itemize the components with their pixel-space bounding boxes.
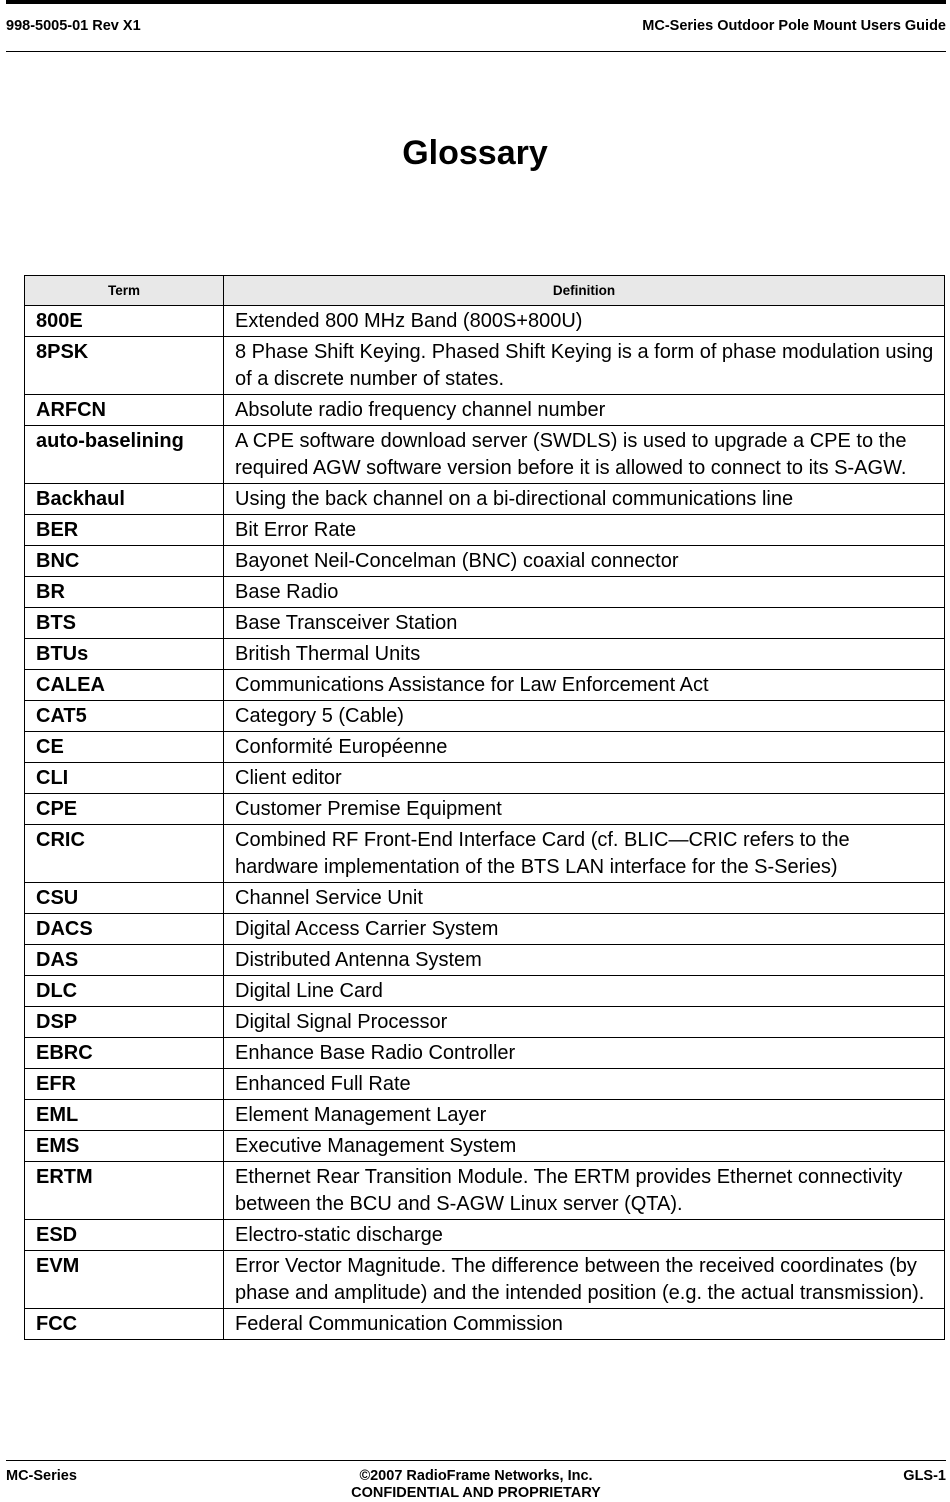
table-row bbox=[25, 1069, 945, 1100]
table-row bbox=[25, 337, 945, 395]
page-header bbox=[6, 18, 946, 38]
glossary-term: CSU bbox=[25, 883, 224, 914]
table-row bbox=[25, 306, 945, 337]
glossary-definition: Digital Signal Processor bbox=[224, 1007, 945, 1038]
footer-confidential: CONFIDENTIAL AND PROPRIETARY bbox=[351, 1485, 601, 1501]
glossary-definition: Bit Error Rate bbox=[224, 515, 945, 546]
table-row bbox=[25, 1251, 945, 1309]
glossary-body bbox=[25, 306, 945, 1340]
glossary-term: 8PSK bbox=[25, 337, 224, 395]
glossary-term: Backhaul bbox=[25, 484, 224, 515]
glossary-definition: Base Transceiver Station bbox=[224, 608, 945, 639]
footer-copyright: ©2007 RadioFrame Networks, Inc. bbox=[359, 1468, 593, 1484]
glossary-definition: Using the back channel on a bi-directional communications line bbox=[224, 484, 945, 515]
glossary-definition: Bayonet Neil-Concelman (BNC) coaxial connector bbox=[224, 546, 945, 577]
table-row bbox=[25, 794, 945, 825]
glossary-definition: Extended 800 MHz Band (800S+800U) bbox=[224, 306, 945, 337]
glossary-term: DSP bbox=[25, 1007, 224, 1038]
glossary-definition: Element Management Layer bbox=[224, 1100, 945, 1131]
glossary-term: ARFCN bbox=[25, 395, 224, 426]
table-row bbox=[25, 1038, 945, 1069]
page-title: Glossary bbox=[402, 134, 548, 172]
table-row bbox=[25, 426, 945, 484]
table-row bbox=[25, 1131, 945, 1162]
glossary-term: CALEA bbox=[25, 670, 224, 701]
glossary-term: CE bbox=[25, 732, 224, 763]
glossary-definition: British Thermal Units bbox=[224, 639, 945, 670]
glossary-term: BTUs bbox=[25, 639, 224, 670]
glossary-definition: Federal Communication Commission bbox=[224, 1309, 945, 1340]
glossary-definition: Enhance Base Radio Controller bbox=[224, 1038, 945, 1069]
glossary-definition: Combined RF Front-End Interface Card (cf. BLIC—CRIC refers to the hardware implementation of the BTS LAN interface for the S-Series) bbox=[224, 825, 945, 883]
column-header-term: Term bbox=[25, 276, 224, 306]
table-row bbox=[25, 945, 945, 976]
glossary-definition: Electro-static discharge bbox=[224, 1220, 945, 1251]
table-row bbox=[25, 1309, 945, 1340]
glossary-definition: Absolute radio frequency channel number bbox=[224, 395, 945, 426]
glossary-term: CRIC bbox=[25, 825, 224, 883]
table-row bbox=[25, 976, 945, 1007]
footer-rule bbox=[6, 1460, 946, 1461]
table-row bbox=[25, 732, 945, 763]
column-header-definition: Definition bbox=[224, 276, 945, 306]
glossary-term: EML bbox=[25, 1100, 224, 1131]
table-row bbox=[25, 670, 945, 701]
top-rule bbox=[6, 0, 946, 4]
footer-center bbox=[6, 1468, 946, 1502]
glossary-definition: Enhanced Full Rate bbox=[224, 1069, 945, 1100]
glossary-definition: Client editor bbox=[224, 763, 945, 794]
glossary-term: DACS bbox=[25, 914, 224, 945]
glossary-term: EBRC bbox=[25, 1038, 224, 1069]
glossary-definition: Category 5 (Cable) bbox=[224, 701, 945, 732]
glossary-term: EVM bbox=[25, 1251, 224, 1309]
glossary-definition: Digital Access Carrier System bbox=[224, 914, 945, 945]
glossary-term: EFR bbox=[25, 1069, 224, 1100]
glossary-definition: A CPE software download server (SWDLS) is used to upgrade a CPE to the required AGW software version before it is allowed to connect to its S-AGW. bbox=[224, 426, 945, 484]
table-row bbox=[25, 608, 945, 639]
table-row bbox=[25, 639, 945, 670]
glossary-definition: Distributed Antenna System bbox=[224, 945, 945, 976]
glossary-term: auto-baselining bbox=[25, 426, 224, 484]
table-row bbox=[25, 883, 945, 914]
table-row bbox=[25, 484, 945, 515]
glossary-term: CPE bbox=[25, 794, 224, 825]
footer-series: MC-Series bbox=[6, 1468, 77, 1484]
glossary-definition: Communications Assistance for Law Enforcement Act bbox=[224, 670, 945, 701]
glossary-term: ERTM bbox=[25, 1162, 224, 1220]
glossary-term: EMS bbox=[25, 1131, 224, 1162]
glossary-definition: Customer Premise Equipment bbox=[224, 794, 945, 825]
table-row bbox=[25, 1220, 945, 1251]
table-row bbox=[25, 577, 945, 608]
table-row bbox=[25, 763, 945, 794]
table-row bbox=[25, 914, 945, 945]
header-rule bbox=[6, 51, 946, 52]
table-row bbox=[25, 825, 945, 883]
table-row bbox=[25, 1162, 945, 1220]
glossary-definition: Conformité Européenne bbox=[224, 732, 945, 763]
glossary-definition: Ethernet Rear Transition Module. The ERTM provides Ethernet connectivity between the BCU and S-AGW Linux server (QTA). bbox=[224, 1162, 945, 1220]
glossary-term: DLC bbox=[25, 976, 224, 1007]
glossary-term: DAS bbox=[25, 945, 224, 976]
glossary-term: CLI bbox=[25, 763, 224, 794]
glossary-term: BR bbox=[25, 577, 224, 608]
glossary-term: BNC bbox=[25, 546, 224, 577]
glossary-term: ESD bbox=[25, 1220, 224, 1251]
glossary-term: BTS bbox=[25, 608, 224, 639]
footer-page-number: GLS-1 bbox=[903, 1468, 946, 1484]
glossary-term: BER bbox=[25, 515, 224, 546]
document-title: MC-Series Outdoor Pole Mount Users Guide bbox=[642, 18, 946, 34]
glossary-term: 800E bbox=[25, 306, 224, 337]
glossary-definition: Digital Line Card bbox=[224, 976, 945, 1007]
table-header-row bbox=[25, 276, 945, 306]
glossary-definition: 8 Phase Shift Keying. Phased Shift Keying is a form of phase modulation using of a discrete number of states. bbox=[224, 337, 945, 395]
table-row bbox=[25, 395, 945, 426]
glossary-term: FCC bbox=[25, 1309, 224, 1340]
table-row bbox=[25, 515, 945, 546]
glossary-table bbox=[24, 275, 945, 1340]
glossary-definition: Base Radio bbox=[224, 577, 945, 608]
table-row bbox=[25, 701, 945, 732]
table-row bbox=[25, 1007, 945, 1038]
glossary-definition: Error Vector Magnitude. The difference between the received coordinates (by phase and amplitude) and the intended position (e.g. the actual transmission). bbox=[224, 1251, 945, 1309]
glossary-term: CAT5 bbox=[25, 701, 224, 732]
document-number: 998-5005-01 Rev X1 bbox=[6, 18, 141, 34]
glossary-definition: Channel Service Unit bbox=[224, 883, 945, 914]
table-row bbox=[25, 546, 945, 577]
glossary-definition: Executive Management System bbox=[224, 1131, 945, 1162]
table-row bbox=[25, 1100, 945, 1131]
